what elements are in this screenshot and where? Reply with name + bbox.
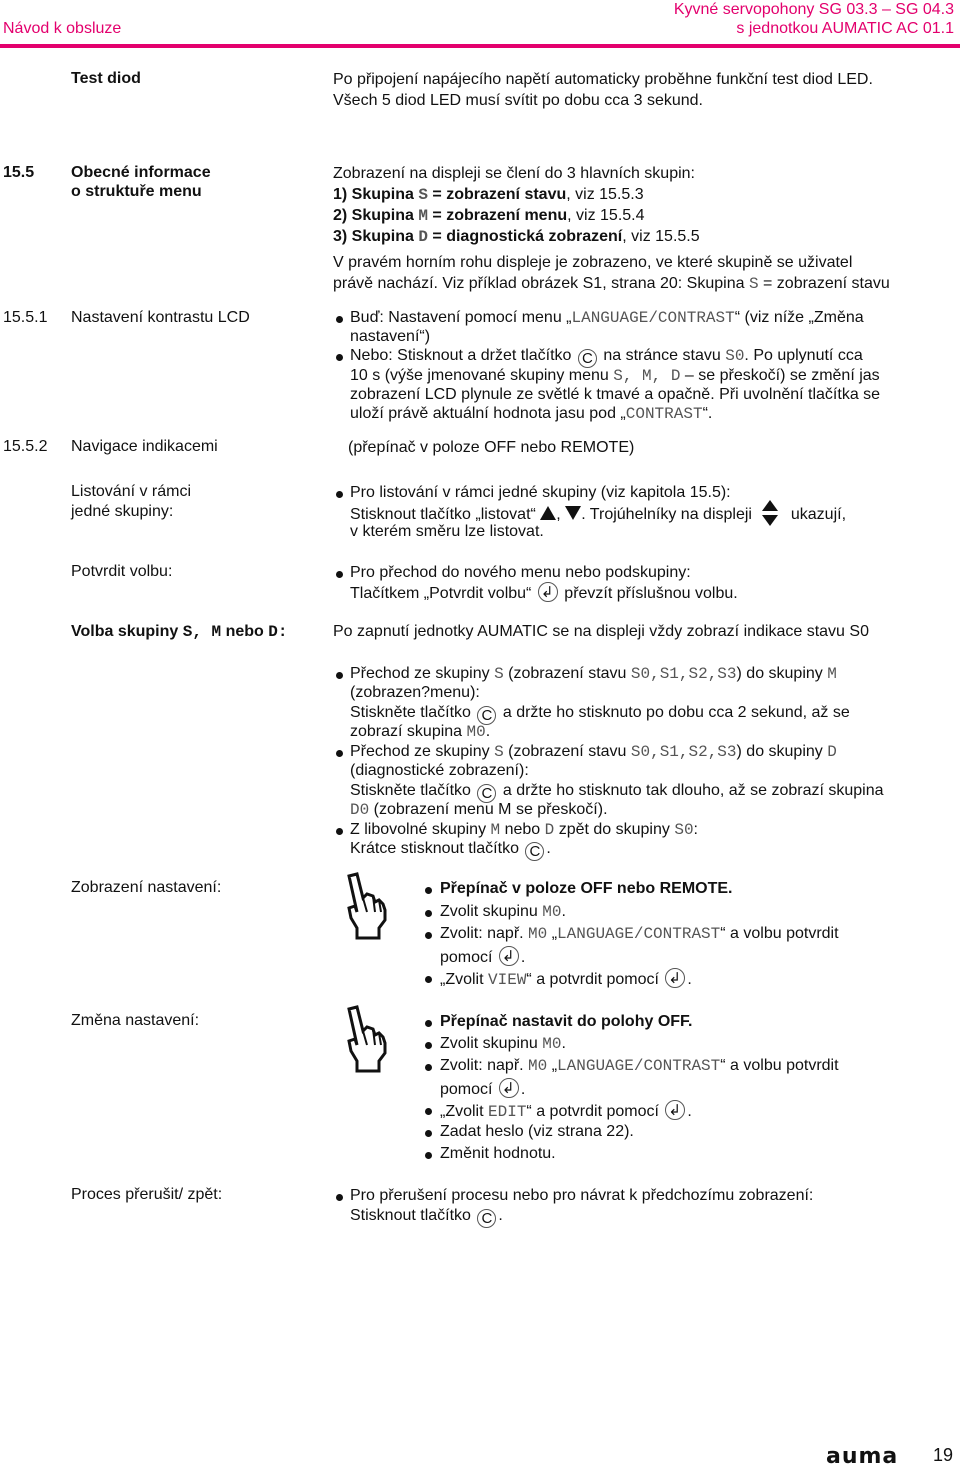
enter-button-icon [665, 968, 685, 988]
view-step3b: pomocí ↲ . [440, 946, 525, 968]
section-number-15-5-1: 15.5.1 [3, 309, 48, 326]
section-title-15-5-a: Obecné informace [71, 164, 211, 181]
b1-line1: Přechod ze skupiny S (zobrazení stavu S0,S1,S2,S3) do skupiny M [350, 665, 837, 683]
bullet [425, 932, 432, 939]
enter-button-icon [499, 1078, 519, 1098]
back-line1: Pro přerušení procesu nebo pro návrat k předchozímu zobrazení: [350, 1187, 814, 1204]
bullet [336, 354, 343, 361]
view-step3: Zvolit: např. M0 „LANGUAGE/CONTRAST“ a volbu potvrdit [440, 925, 839, 943]
bullet [425, 1152, 432, 1159]
bullet [425, 1064, 432, 1071]
auma-logo: auma [826, 1444, 899, 1469]
bullet [425, 1020, 432, 1027]
enter-button-icon [538, 582, 558, 602]
c-button-icon: C [477, 1209, 496, 1228]
s155-group1: 1) Skupina S = zobrazení stavu, viz 15.5.3 [333, 186, 644, 204]
s1551-line2: nastavení“) [350, 328, 431, 345]
section-title-15-5-2: Navigace indikacemi [71, 438, 218, 455]
c-button-icon: C [525, 842, 544, 861]
s155-group2: 2) Skupina M = zobrazení menu, viz 15.5.4 [333, 207, 645, 225]
group-intro: Po zapnutí jednotky AUMATIC se na displeji vždy zobrazí indikace stavu S0 [333, 623, 869, 640]
b1-line4: zobrazí skupina M0. [350, 723, 491, 741]
header-rule [0, 44, 960, 48]
scroll-label-2: jedné skupiny: [71, 503, 174, 520]
c-button-icon: C [578, 349, 597, 368]
scroll-line3: v kterém směru lze listovat. [350, 523, 544, 540]
enter-button-icon [499, 946, 519, 966]
enter-button-icon [665, 1100, 685, 1120]
bullet [425, 910, 432, 917]
b2-line4: D0 (zobrazení menu M se přeskočí). [350, 801, 608, 819]
section-number-15-5-2: 15.5.2 [3, 438, 48, 455]
bullet [425, 1108, 432, 1115]
s1551-line5: zobrazení LCD plynule ze světlé k tmavé a opačně. Při uvolnění tlačítka se [350, 386, 881, 403]
s155-intro: Zobrazení na displeji se člení do 3 hlavních skupin: [333, 165, 695, 182]
page-header [0, 0, 960, 44]
confirm-line1: Pro přechod do nového menu nebo podskupiny: [350, 564, 691, 581]
b1-line2: (zobrazen?menu): [350, 684, 480, 701]
hand-pointer-icon [343, 872, 391, 940]
b2-line2: (diagnostické zobrazení): [350, 762, 529, 779]
bullet [336, 672, 343, 679]
view-step2: Zvolit skupinu M0. [440, 903, 566, 921]
confirm-line2: Tlačítkem „Potvrdit volbu“ ↲ převzít příslušnou volbu. [350, 582, 738, 604]
s155-note2: právě nachází. Viz příklad obrázek S1, strana 20: Skupina S = zobrazení stavu [333, 275, 890, 293]
c-button-icon: C [477, 706, 496, 725]
page-number: 19 [933, 1445, 954, 1465]
b2-line3: Stiskněte tlačítko C a držte ho stisknuto tak dlouho, až se zobrazí skupina [350, 782, 884, 802]
header-right-line2: s jednotkou AUMATIC AC 01.1 [736, 20, 954, 37]
bullet [425, 887, 432, 894]
scroll-line2: Stisknout tlačítko „listovat“ , . Trojúhelníky na displeji ukazují, [350, 503, 846, 525]
header-left: Návod k obsluze [3, 20, 122, 37]
s1551-line3: Nebo: Stisknout a držet tlačítko C na stránce stavu S0. Po uplynutí cca [350, 347, 863, 367]
bullet [336, 750, 343, 757]
bullet [336, 316, 343, 323]
section-number-15-5: 15.5 [3, 164, 35, 181]
bullet [336, 828, 343, 835]
bullet [336, 1194, 343, 1201]
group-label: Volba skupiny S, M nebo D: [71, 623, 288, 641]
scroll-label-1: Listování v rámci [71, 483, 192, 500]
edit-step6: Změnit hodnotu. [440, 1145, 556, 1162]
bullet [425, 976, 432, 983]
bullet [425, 1042, 432, 1049]
up-triangle-icon [540, 506, 556, 520]
section-title-15-5-1: Nastavení kontrastu LCD [71, 309, 250, 326]
s1551-line6: uloží právě aktuální hodnota jasu pod „CONTRAST“. [350, 405, 713, 423]
test-diod-line2: Všech 5 diod LED musí svítit po dobu cca 3 sekund. [333, 92, 703, 109]
edit-label: Změna nastavení: [71, 1012, 200, 1029]
edit-step4: „Zvolit EDIT“ a potvrdit pomocí ↲ . [440, 1100, 692, 1122]
edit-step3: Zvolit: např. M0 „LANGUAGE/CONTRAST“ a volbu potvrdit [440, 1057, 839, 1075]
b3-line2: Krátce stisknout tlačítko C . [350, 840, 551, 860]
s1551-line4: 10 s (výše jmenované skupiny menu S, M, D – se přeskočí) se změní jas [350, 367, 880, 385]
test-diod-title: Test diod [71, 70, 141, 87]
hand-pointer-icon [343, 1005, 391, 1073]
confirm-label: Potvrdit volbu: [71, 563, 173, 580]
bullet [425, 1130, 432, 1137]
bullet [336, 491, 343, 498]
b3-line1: Z libovolné skupiny M nebo D zpět do skupiny S0: [350, 821, 698, 839]
s1552-hint: (přepínač v poloze OFF nebo REMOTE) [348, 439, 635, 456]
b2-line1: Přechod ze skupiny S (zobrazení stavu S0,S1,S2,S3) do skupiny D [350, 743, 837, 761]
view-label: Zobrazení nastavení: [71, 879, 222, 896]
edit-step1: Přepínač nastavit do polohy OFF. [440, 1013, 693, 1030]
s155-note1: V pravém horním rohu displeje je zobrazeno, ve které skupině se uživatel [333, 254, 853, 271]
back-label: Proces přerušit/ zpět: [71, 1186, 223, 1203]
section-title-15-5-b: o struktuře menu [71, 183, 202, 200]
edit-step5: Zadat heslo (viz strana 22). [440, 1123, 634, 1140]
scroll-line1: Pro listování v rámci jedné skupiny (viz kapitola 15.5): [350, 484, 731, 501]
back-line2: Stisknout tlačítko C . [350, 1207, 503, 1227]
bullet [336, 571, 343, 578]
b1-line3: Stiskněte tlačítko C a držte ho stisknuto po dobu cca 2 sekund, až se [350, 704, 850, 724]
view-step1: Přepínač v poloze OFF nebo REMOTE. [440, 880, 733, 897]
up-down-triangles-icon [762, 503, 780, 525]
edit-step2: Zvolit skupinu M0. [440, 1035, 566, 1053]
test-diod-line1: Po připojení napájecího napětí automaticky proběhne funkční test diod LED. [333, 71, 873, 88]
s1551-line1: Buď: Nastavení pomocí menu „LANGUAGE/CONTRAST“ (viz níže „Změna [350, 309, 864, 327]
down-triangle-icon [565, 506, 581, 520]
s155-group3: 3) Skupina D = diagnostická zobrazení, viz 15.5.5 [333, 228, 700, 246]
view-step4: „Zvolit VIEW“ a potvrdit pomocí ↲ . [440, 968, 692, 990]
c-button-icon: C [477, 784, 496, 803]
header-right-line1: Kyvné servopohony SG 03.3 – SG 04.3 [673, 1, 954, 18]
edit-step3b: pomocí ↲ . [440, 1078, 525, 1100]
